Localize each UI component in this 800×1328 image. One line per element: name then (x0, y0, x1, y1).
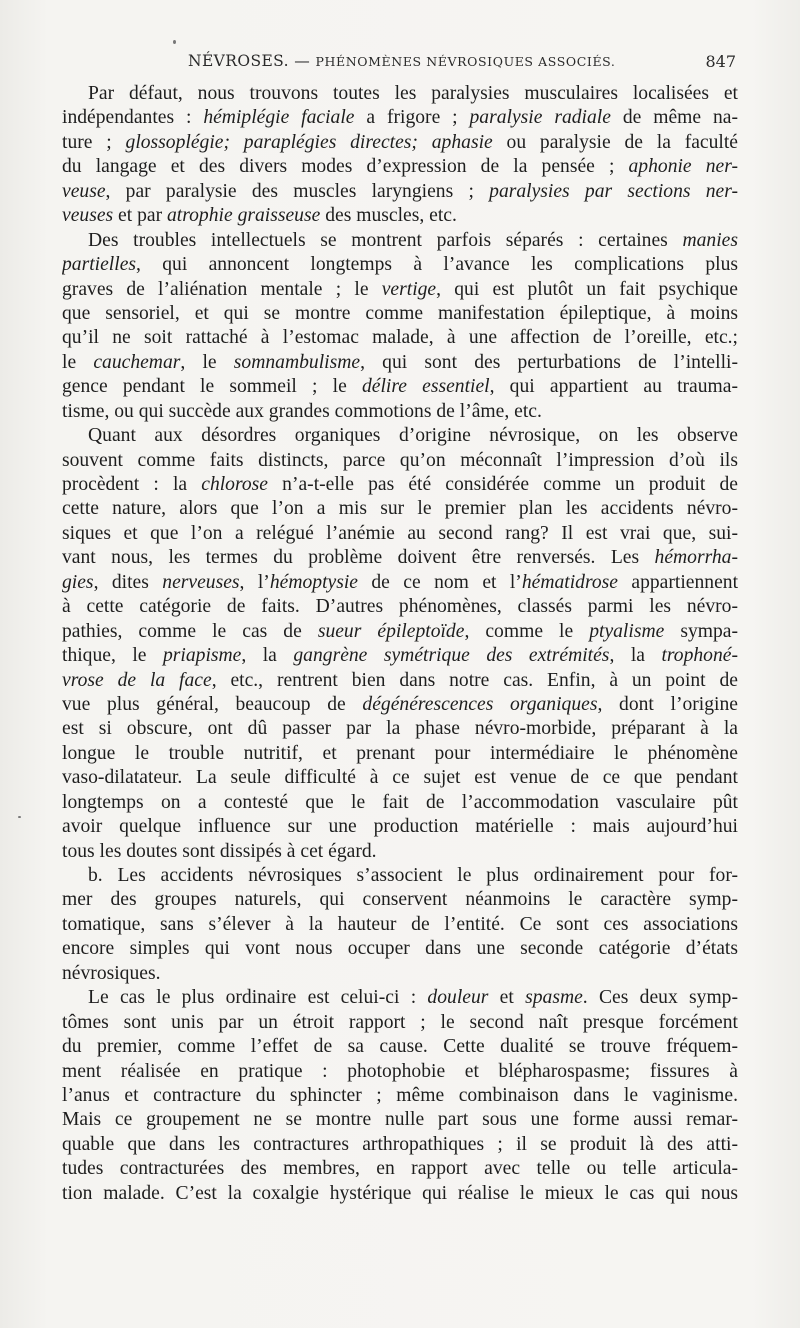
text-run: b. Les accidents névrosiques s’associent le plus ordinairement pour for- (88, 865, 738, 886)
running-head (62, 50, 738, 76)
text-line (62, 180, 738, 204)
text-run: , qui est plutôt un fait psychique (436, 278, 738, 300)
text-run: que sensoriel, et qui se montre comme manifestation épileptique, à moins (62, 302, 738, 324)
text-run: de même na- (610, 107, 738, 129)
italic-term: hématidrose (521, 571, 618, 593)
text-line (62, 546, 738, 570)
text-line (62, 1108, 738, 1132)
italic-term: vertige (381, 278, 437, 300)
italic-term: chlorose (201, 474, 269, 495)
text-run: a frigore ; (354, 107, 470, 129)
text-run: Des troubles intellectuels se montrent parfois séparés : certaines (88, 229, 683, 251)
text-run: le (62, 351, 94, 373)
text-run: sympa- (664, 620, 738, 642)
text-run: de ce nom et l’ (357, 571, 522, 593)
speck-mark (173, 40, 176, 44)
text-line (62, 253, 738, 277)
text-run: est si obscure, ont dû passer par la phase névro-morbide, préparant à la (62, 718, 738, 740)
italic-term: spasme (525, 987, 583, 1009)
text-run: avoir quelque influence sur une production matérielle : mais aujourd’hui (62, 816, 738, 838)
text-run: vue plus général, beaucoup de (62, 693, 363, 715)
text-run: et (488, 987, 526, 1009)
text-line (62, 669, 738, 693)
text-line (62, 986, 738, 1010)
italic-term: sueur épileptoïde (317, 620, 465, 642)
italic-term: atrophie graisseuse (167, 205, 321, 227)
text-line (62, 840, 738, 864)
text-line (62, 204, 738, 228)
italic-term: hémoptysie (269, 571, 358, 593)
italic-term: somnambulisme (233, 351, 361, 373)
text-line (62, 278, 738, 302)
italic-term: nerveuses (162, 571, 240, 593)
text-line (62, 424, 738, 448)
italic-term: paralysie radiale (469, 107, 611, 129)
italic-term: paralysies par sections ner- (489, 180, 738, 202)
text-run: vaso-dilatateur. La seule difficulté à ce sujet est venue de ce que pendant (62, 767, 738, 789)
text-run: appartiennent (617, 571, 738, 593)
text-run: tous les doutes sont dissipés à cet égard. (62, 840, 377, 862)
text-line (62, 522, 738, 546)
text-line (62, 1084, 738, 1108)
text-line (62, 326, 738, 350)
text-line (62, 1182, 738, 1206)
text-run: , dont l’origine (597, 693, 738, 715)
text-run: longue le trouble nutritif, et prenant pour intermédiaire le phénomène (62, 742, 738, 764)
text-line (62, 449, 738, 473)
text-run: tion malade. C’est la coxalgie hystérique qui réalise le mieux le cas qui nous (62, 1182, 738, 1204)
italic-term: veuses (62, 205, 114, 227)
text-run: tisme, ou qui succède aux grandes commotions de l’âme, etc. (62, 400, 542, 422)
text-line (62, 131, 738, 155)
text-run: , comme le (464, 620, 590, 642)
italic-term: hémorrha- (654, 547, 738, 569)
text-run: longtemps on a contesté que le fait de l’accommodation vasculaire pût (62, 791, 738, 813)
text-run: gence pendant le sommeil ; le (62, 376, 362, 398)
text-line (62, 913, 738, 937)
text-line (62, 229, 738, 253)
text-run: Par défaut, nous trouvons toutes les paralysies musculaires localisées et (88, 83, 738, 104)
text-line (62, 1011, 738, 1035)
italic-term: cauchemar (93, 351, 181, 373)
text-line (62, 497, 738, 521)
text-run: qu’il ne soit rattaché à l’estomac malade, à une affection de l’oreille, etc.; (62, 327, 738, 349)
text-line (62, 791, 738, 815)
italic-term: délire essentiel (361, 376, 490, 398)
text-run: indépendantes : (62, 107, 204, 129)
text-run: Mais ce groupement ne se montre nulle part sous une forme aussi remar- (62, 1109, 738, 1131)
text-line (62, 937, 738, 961)
body-text (62, 82, 738, 1206)
running-title-sub: PHÉNOMÈNES NÉVROSIQUES ASSOCIÉS. (315, 54, 616, 69)
text-run: , dites (93, 571, 163, 593)
text-run: , etc., rentrent bien dans notre cas. Enfin, à un point de (211, 669, 738, 691)
text-run: souvent comme faits distincts, parce qu’on méconnaît l’impression d’où ils (62, 449, 738, 471)
text-line (62, 693, 738, 717)
text-line (62, 375, 738, 399)
text-run: quable que dans les contractures arthropathiques ; il se produit là des atti- (62, 1133, 738, 1155)
text-run: tudes contracturées des membres, en rapport avec telle ou telle articula- (62, 1158, 738, 1180)
text-line (62, 717, 738, 741)
italic-term: gangrène symétrique des extrémités (293, 645, 610, 667)
text-run: et par (113, 205, 167, 227)
text-run: . Ces deux symp- (582, 987, 738, 1009)
text-run: , la (609, 645, 662, 667)
italic-term: gies (62, 571, 94, 593)
italic-term: veuse (62, 180, 106, 202)
text-line (62, 595, 738, 619)
text-run: procèdent : la (62, 474, 202, 495)
italic-term: hémiplégie faciale (203, 107, 355, 129)
text-line (62, 766, 738, 790)
text-run: cette nature, alors que l’on a mis sur le premier plan les accidents névro- (62, 498, 738, 520)
text-run: l’anus et contracture du sphincter ; même combinaison dans le vaginisme. (62, 1084, 738, 1106)
text-run: à cette catégorie de faits. D’autres phénomènes, classés parmi les névro- (62, 596, 738, 618)
text-run: graves de l’aliénation mentale ; le (62, 278, 382, 300)
text-run: tomatique, sans s’élever à la hauteur de l’entité. Ce sont ces associations (62, 913, 738, 935)
text-run: thique, le (62, 645, 163, 667)
text-run: , par paralysie des muscles laryngiens ; (105, 180, 490, 202)
text-run: ment réalisée en pratique : photophobie et blépharospasme; fissures à (62, 1060, 738, 1082)
text-run: , l’ (239, 571, 270, 593)
text-run: , qui sont des perturbations de l’intelli- (360, 351, 738, 373)
text-line (62, 473, 738, 497)
text-run: du premier, comme l’effet de sa cause. Cette dualité se trouve fréquem- (62, 1036, 738, 1058)
text-run: pathies, comme le cas de (62, 620, 318, 642)
text-run: ture ; (62, 131, 126, 153)
text-run: du langage et des divers modes d’expression de la pensée ; (62, 156, 629, 178)
italic-term: vrose de la face (62, 669, 212, 691)
text-line (62, 644, 738, 668)
text-line (62, 742, 738, 766)
speck-mark (18, 816, 21, 818)
text-run: , le (180, 351, 234, 373)
text-line (62, 1133, 738, 1157)
text-line (62, 962, 738, 986)
running-title-main: NÉVROSES. — (188, 52, 311, 70)
text-line (62, 155, 738, 179)
text-line (62, 106, 738, 130)
text-run: n’a-t-elle pas été considérée comme un produit de (268, 474, 738, 495)
text-line (62, 82, 738, 106)
text-line (62, 351, 738, 375)
text-line (62, 571, 738, 595)
text-run: , qui appartient au trauma- (489, 376, 738, 398)
text-run: mer des groupes naturels, qui conservent néanmoins le caractère symp- (62, 889, 738, 911)
text-line (62, 888, 738, 912)
text-run: Quant aux désordres organiques d’origine névrosique, on les observe (88, 425, 738, 447)
text-line (62, 1060, 738, 1084)
text-line (62, 1157, 738, 1181)
text-run: des muscles, etc. (320, 205, 457, 227)
text-run: ou paralysie de la faculté (492, 131, 738, 153)
text-run: Le cas le plus ordinaire est celui-ci : (88, 987, 428, 1009)
italic-term: trophoné- (661, 645, 738, 667)
text-run: , la (241, 645, 294, 667)
italic-term: priapisme (162, 645, 242, 667)
italic-term: partielles (62, 254, 137, 276)
text-line (62, 815, 738, 839)
text-run: encore simples qui vont nous occuper dans une seconde catégorie d’états (62, 938, 738, 960)
text-run: siques et que l’on a relégué l’anémie au second rang? Il est vrai que, sui- (62, 522, 738, 544)
text-line (62, 1035, 738, 1059)
text-line (62, 400, 738, 424)
text-run: vant nous, les termes du problème doivent être renversés. Les (62, 547, 655, 569)
italic-term: douleur (427, 987, 489, 1009)
text-run: , qui annoncent longtemps à l’avance les complications plus (136, 254, 738, 276)
italic-term: glossoplégie; paraplégies directes; aphasie (125, 131, 493, 153)
text-line (62, 620, 738, 644)
italic-term: dégénérescences organiques (362, 693, 598, 715)
text-run: tômes sont unis par un étroit rapport ; le second naît presque forcément (62, 1011, 738, 1033)
page-number: 847 (705, 52, 736, 71)
running-title (188, 52, 615, 70)
italic-term: aphonie ner- (628, 156, 738, 178)
italic-term: manies (682, 229, 738, 251)
text-run: névrosiques. (62, 962, 161, 984)
text-line (62, 302, 738, 326)
text-line (62, 864, 738, 888)
italic-term: ptyalisme (589, 620, 665, 642)
